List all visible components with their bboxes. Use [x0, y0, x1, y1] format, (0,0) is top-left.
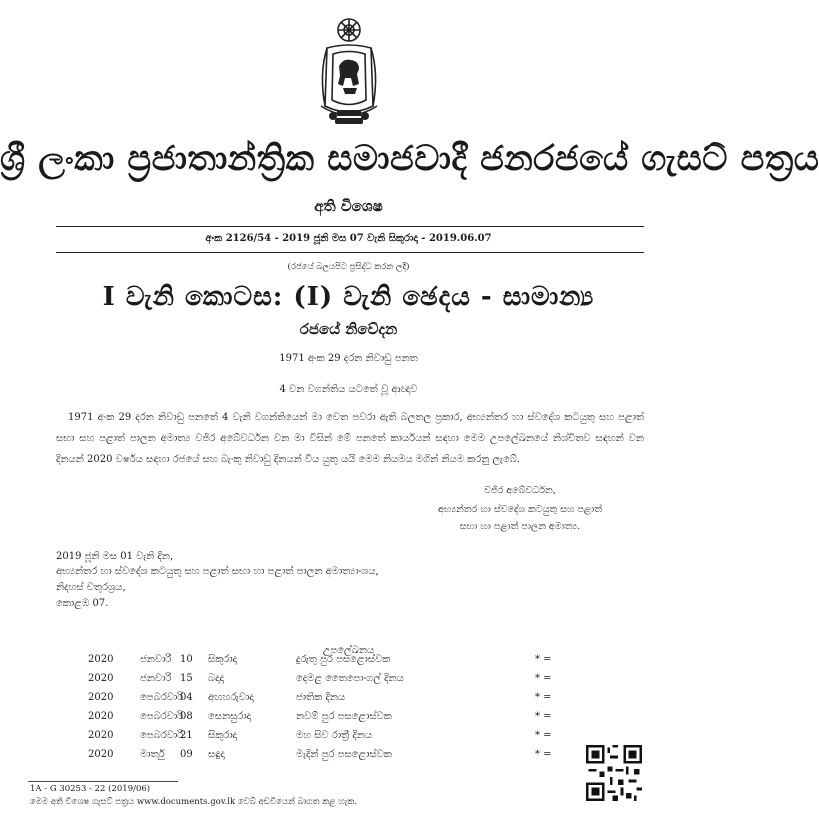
schedule-row [60, 711, 660, 729]
row-holiday: මැදින් පුර පසළොස්වක [296, 749, 392, 760]
reference-code: 1A - G 30253 - 22 (2019/06) [30, 784, 151, 794]
row-day: 21 [180, 730, 193, 741]
address-city: කොළඹ 07. [56, 598, 109, 609]
part-heading: I වැනි කොටස: (I) වැනි ඡෙදය - සාමාන්‍ය [102, 282, 595, 312]
schedule-row [60, 692, 660, 710]
address-date: 2019 ජූනි මස 01 වැනි දින, [56, 551, 174, 562]
row-mark: * = [535, 654, 552, 665]
row-mark: * = [535, 692, 552, 703]
row-holiday: ජාතික දිනය [296, 692, 346, 703]
row-month: පෙබරවාරි [140, 711, 184, 722]
row-holiday: දෙමළ තෛපොංගල් දිනය [296, 673, 404, 684]
row-year: 2020 [88, 673, 114, 684]
notices-heading: රජයේ නිවේදන [299, 320, 398, 338]
row-month: ජනවාරි [140, 673, 172, 684]
row-month: ජනවාරි [140, 654, 172, 665]
row-year: 2020 [88, 730, 114, 741]
row-weekday: අඟහරුවාදා [208, 692, 254, 703]
row-day: 08 [180, 711, 193, 722]
row-weekday: සෙනසුරාදා [208, 711, 252, 722]
schedule-row [60, 654, 660, 672]
row-mark: * = [535, 711, 552, 722]
row-mark: * = [535, 673, 552, 684]
row-holiday: දුරුතු පුර පසළොස්වක [296, 654, 391, 665]
row-day: 09 [180, 749, 193, 760]
section-line: 4 වන වගන්තිය යටතේ වූ ආඥාව [279, 384, 418, 395]
rule-top [56, 226, 644, 227]
row-year: 2020 [88, 711, 114, 722]
row-weekday: සිකුරාදා [208, 654, 238, 665]
row-day: 10 [180, 654, 193, 665]
signature-name: වජිර අබේවර්ධන, [484, 485, 556, 496]
authority-line: (රජයේ බලයපිට ප්‍රසිද්ධ කරන ලදී) [287, 262, 410, 272]
signature-title-line2: සභා හා පළාත් පාලන අමාත්‍ය. [459, 521, 581, 532]
row-month: පෙබරවාරි [140, 730, 184, 741]
schedule-row [60, 730, 660, 748]
row-year: 2020 [88, 654, 114, 665]
row-month: පෙබරවාරි [140, 692, 184, 703]
footer-note: මෙම අති විශෙෂ ගැසට් පත්‍රය www.documents.gov.lk වෙබ් අඩවියෙන් බාගත කළ හැක. [30, 797, 357, 807]
row-day: 15 [180, 673, 193, 684]
national-emblem [313, 14, 385, 129]
signature-title-line1: අභ්‍යන්තර හා ස්වදේශ කටයුතු සහ පළාත් [438, 504, 602, 515]
order-body-text: 1971 අංක 29 දරන නිවාඩු පනතේ 4 වැනි වගන්තියෙන් මා වෙත පවරා ඇති බලතල ප්‍රකාර, අභ්‍යන්තර හා ස්වදේශ කටයුතු සහ පළාත් සභා සහ පළාත් පාලන අමාත්‍ය වජිර අබේවර්ධන වන මා විසින් මේ පනතේ කාර්යයන් සඳහා මෙම උපලේඛනයේ නිශ්චිතව සඳහන් වන දිනයන් 2020 වර්ෂය සඳහා රජයේ සහ බැංකු නිවාඩු දිනයන් විය යුතු යයි මෙම නියමය මගින් නියම කරනු ලැබේ. [56, 412, 644, 465]
act-line: 1971 අංක 29 දරන නිවාඩු පනත [279, 353, 418, 364]
row-mark: * = [535, 730, 552, 741]
schedule-row [60, 673, 660, 691]
row-weekday: සිකුරාදා [208, 730, 238, 741]
row-year: 2020 [88, 692, 114, 703]
row-holiday: නවම් පුර පසළොස්වක [296, 711, 392, 722]
row-year: 2020 [88, 749, 114, 760]
schedule-title: උපලේඛනය [322, 645, 375, 656]
issue-line: අංක 2126/54 - 2019 ජූනි මස 07 වැනි සිකුරාදා - 2019.06.07 [205, 233, 492, 244]
gazette-title: ශ්‍රී ලංකා ප්‍රජාතාන්ත්‍රික සමාජවාදී ජනරජයේ ගැසට් පත්‍රය [0, 138, 819, 179]
qr-code [586, 745, 642, 801]
row-month: මාර්තු [140, 749, 165, 760]
row-weekday: සඳුදා [208, 749, 225, 760]
footnote-rule [28, 781, 178, 782]
row-holiday: මහ සිව රාත්‍රී දිනය [296, 730, 373, 741]
address-ministry: අභ්‍යන්තර හා ස්වදේශ කටයුතු සහ පළාත් සභා හා පළාත් පාලන අමාත්‍යාංශය, [56, 566, 379, 577]
row-day: 04 [180, 692, 193, 703]
schedule-row [60, 749, 660, 767]
gazette-subtitle: අති විශෙෂ [314, 197, 383, 215]
address-place: නිදහස් චතුරශ්‍රය, [56, 582, 126, 593]
row-mark: * = [535, 749, 552, 760]
row-weekday: බදාදා [208, 673, 225, 684]
rule-bottom [56, 252, 644, 253]
